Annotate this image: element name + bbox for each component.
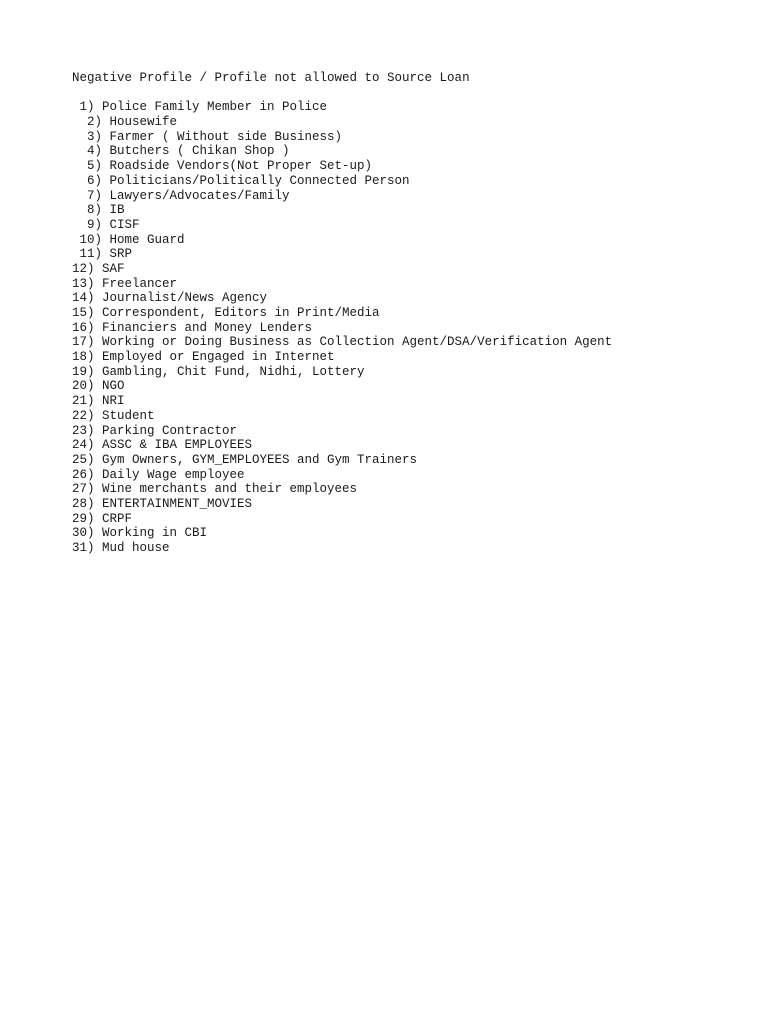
list-item: 18) Employed or Engaged in Internet [72, 350, 335, 365]
list-item: 16) Financiers and Money Lenders [72, 320, 313, 335]
list-item: 27) Wine merchants and their employees [72, 482, 358, 497]
list-item: 26) Daily Wage employee [72, 467, 245, 482]
document-page [72, 71, 612, 556]
list-item: 25) Gym Owners, GYM_EMPLOYEES and Gym Trainers [72, 452, 418, 467]
list-item: 3) Farmer ( Without side Business) [72, 129, 343, 144]
list-item: 6) Politicians/Politically Connected Person [72, 173, 410, 188]
list-item: 9) CISF [72, 217, 140, 232]
list-item: 15) Correspondent, Editors in Print/Media [72, 306, 380, 320]
list-item: 28) ENTERTAINMENT_MOVIES [72, 496, 253, 511]
list-item: 24) ASSC & IBA EMPLOYEES [72, 438, 253, 453]
list-item: 14) Journalist/News Agency [72, 291, 268, 306]
list-item: 2) Housewife [72, 115, 178, 130]
list-item: 31) Mud house [72, 541, 170, 555]
list-item: 1) Police Family Member in Police [72, 100, 328, 115]
list-item: 30) Working in CBI [72, 526, 208, 541]
list-item: 12) SAF [72, 261, 125, 276]
list-item: 19) Gambling, Chit Fund, Nidhi, Lottery [72, 364, 365, 379]
list-item: 5) Roadside Vendors(Not Proper Set-up) [72, 159, 373, 174]
list-item: 17) Working or Doing Business as Collection Agent/DSA/Verification Agent [72, 335, 613, 350]
list-item: 4) Butchers ( Chikan Shop ) [72, 144, 290, 159]
negative-profile-list [72, 100, 612, 555]
list-item: 23) Parking Contractor [72, 423, 238, 438]
list-item: 13) Freelancer [72, 276, 178, 291]
list-item: 7) Lawyers/Advocates/Family [72, 188, 290, 203]
list-item: 20) NGO [72, 379, 125, 394]
list-item: 10) Home Guard [72, 232, 185, 247]
list-item: 21) NRI [72, 394, 125, 409]
list-item: 29) CRPF [72, 511, 133, 526]
list-item: 8) IB [72, 203, 125, 218]
document-title: Negative Profile / Profile not allowed to Source Loan [72, 71, 470, 85]
list-item: 11) SRP [72, 247, 133, 262]
list-item: 22) Student [72, 408, 155, 423]
